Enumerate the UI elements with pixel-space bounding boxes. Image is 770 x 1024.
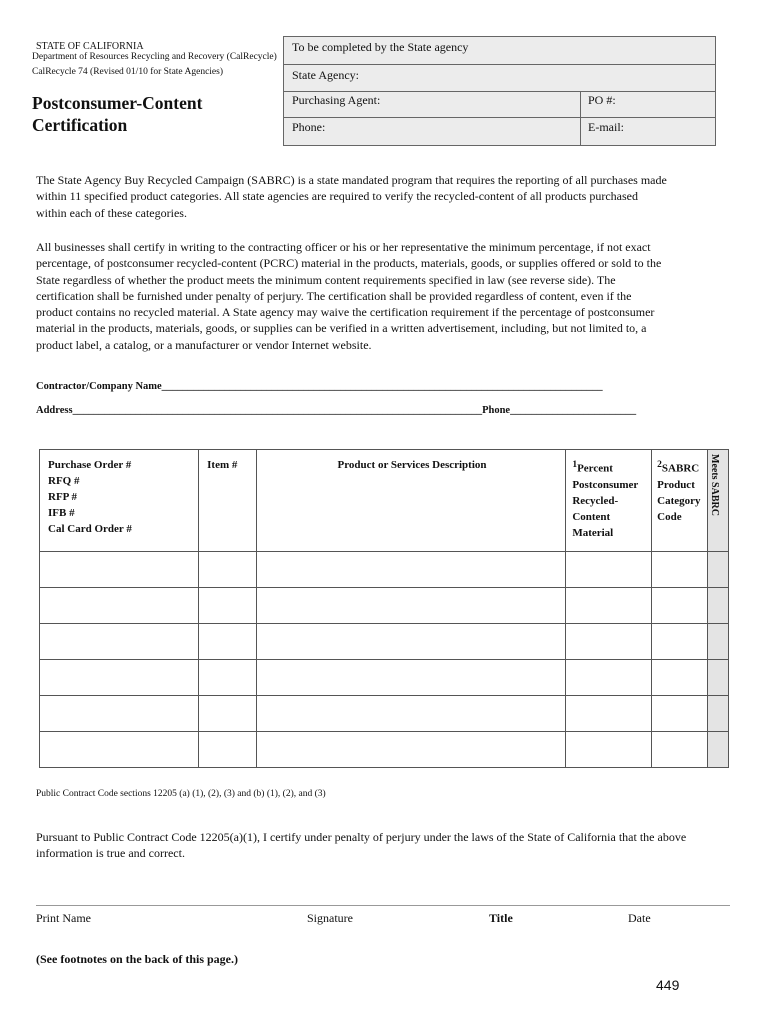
requirements-line: material in the products, materials, goods, or supplies can be verified in a written advertisement, including, but not limited to, a: [36, 321, 647, 336]
cell-po[interactable]: [40, 624, 199, 660]
cell-description[interactable]: [256, 552, 566, 588]
cell-code[interactable]: [652, 624, 708, 660]
cell-po[interactable]: [40, 696, 199, 732]
col-purchase-order: [40, 450, 199, 552]
cell-meets[interactable]: [708, 696, 729, 732]
cell-meets[interactable]: [708, 732, 729, 768]
phone-label[interactable]: Phone:: [292, 120, 326, 134]
requirements-paragraph: [36, 239, 661, 353]
header-text: Recycled-: [572, 494, 619, 507]
date-label: Date: [628, 911, 651, 925]
cell-description[interactable]: [256, 588, 566, 624]
requirements-line: product label, a catalog, or a manufacturer or vendor Internet website.: [36, 337, 372, 352]
cell-meets[interactable]: [708, 588, 729, 624]
col-item: [199, 450, 257, 552]
agency-box-heading: To be completed by the State agency: [292, 40, 469, 54]
cell-code[interactable]: [652, 696, 708, 732]
cell-po[interactable]: [40, 552, 199, 588]
header-text: Product: [657, 478, 695, 491]
cell-description[interactable]: [256, 624, 566, 660]
intro-line: The State Agency Buy Recycled Campaign (SABRC) is a state mandated program that requires the reporting of all purchases made: [36, 173, 667, 187]
header-text: Product or Services Description: [337, 459, 487, 471]
cell-description[interactable]: [256, 732, 566, 768]
header-text: Cal Card Order #: [48, 523, 132, 535]
header-text: Meets SABRC: [709, 454, 721, 516]
table-row[interactable]: [40, 696, 729, 732]
cell-code[interactable]: [652, 552, 708, 588]
requirements-line: State regardless of whether the product meets the minimum content requirements specified in law (see reverse side). The: [36, 272, 616, 287]
certification-line: information is true and correct.: [36, 846, 185, 861]
header-text: Item #: [207, 459, 238, 471]
cell-code[interactable]: [652, 588, 708, 624]
cell-description[interactable]: [256, 660, 566, 696]
header-text: Percent: [577, 462, 613, 475]
certification-line: Pursuant to Public Contract Code 12205(a)(1), I certify under penalty of perjury under the laws of the State of California that the above: [36, 830, 687, 844]
header-text: Postconsumer: [572, 478, 639, 491]
cell-item[interactable]: [199, 732, 257, 768]
state-agency-label[interactable]: State Agency:: [292, 68, 359, 82]
cell-item[interactable]: [199, 660, 257, 696]
header-text: Material: [572, 526, 614, 539]
header-form-id: CalRecycle 74 (Revised 01/10 for State Agencies): [32, 67, 224, 77]
signature-line[interactable]: [36, 905, 730, 906]
requirements-line: All businesses shall certify in writing to the contracting officer or his or her representative the minimum percentage, if not exact: [36, 240, 651, 254]
cell-description[interactable]: [256, 696, 566, 732]
page-number: 449: [656, 977, 680, 993]
col-description: [256, 450, 566, 552]
cell-meets[interactable]: [708, 552, 729, 588]
header-text: Purchase Order #: [48, 459, 132, 471]
cell-meets[interactable]: [708, 660, 729, 696]
cell-percent[interactable]: [566, 552, 652, 588]
table-row[interactable]: [40, 732, 729, 768]
header-text: RFQ #: [48, 475, 80, 487]
intro-line: within each of these categories.: [36, 205, 187, 220]
cell-meets[interactable]: [708, 624, 729, 660]
purchasing-agent-label[interactable]: Purchasing Agent:: [292, 93, 381, 107]
footnote-note: (See footnotes on the back of this page.): [36, 952, 238, 966]
cell-item[interactable]: [199, 588, 257, 624]
cell-code[interactable]: [652, 732, 708, 768]
header-text: Category: [657, 494, 701, 507]
table-row[interactable]: [40, 552, 729, 588]
cell-code[interactable]: [652, 660, 708, 696]
table-header-row: [40, 450, 729, 552]
agency-info-box: [283, 36, 716, 146]
signature-label: Signature: [307, 911, 353, 925]
page-title-line2: Certification: [32, 115, 128, 135]
table-row[interactable]: [40, 660, 729, 696]
header-text: SABRC: [661, 462, 700, 475]
cell-percent[interactable]: [566, 624, 652, 660]
certification-statement: [36, 829, 686, 862]
items-table: [39, 449, 729, 768]
header-state: STATE OF CALIFORNIA: [36, 41, 144, 52]
email-label[interactable]: E-mail:: [588, 120, 624, 134]
cell-percent[interactable]: [566, 696, 652, 732]
header-text: RFP #: [48, 491, 78, 503]
code-reference: Public Contract Code sections 12205 (a) (1), (2), (3) and (b) (1), (2), and (3): [36, 789, 326, 799]
print-name-label: Print Name: [36, 911, 91, 925]
cell-percent[interactable]: [566, 660, 652, 696]
header-department: Department of Resources Recycling and Recovery (CalRecycle): [32, 52, 277, 62]
cell-percent[interactable]: [566, 588, 652, 624]
table-row[interactable]: [40, 624, 729, 660]
title-label: Title: [489, 911, 513, 925]
address-phone-field[interactable]: Address______________________________________________________________________________Phone________________________: [36, 405, 637, 416]
requirements-line: product contains no recycled material. A State agency may waive the certification requirement if the percentage of postconsumer: [36, 305, 655, 320]
cell-po[interactable]: [40, 588, 199, 624]
footnote-marker: 2: [657, 460, 662, 470]
cell-item[interactable]: [199, 696, 257, 732]
page-title-line1: Postconsumer-Content: [32, 93, 203, 113]
cell-po[interactable]: [40, 660, 199, 696]
col-sabrc-code: [652, 450, 708, 552]
footnote-marker: 1: [572, 460, 578, 470]
cell-po[interactable]: [40, 732, 199, 768]
cell-item[interactable]: [199, 552, 257, 588]
header-text: IFB #: [48, 507, 75, 519]
intro-line: within 11 specified product categories. All state agencies are required to verify the recycled-content of all products purchased: [36, 189, 638, 204]
po-number-label[interactable]: PO #:: [588, 93, 616, 107]
header-text: Code: [657, 510, 682, 523]
header-text: Content: [572, 510, 611, 523]
company-name-field[interactable]: Contractor/Company Name____________________________________________________________________________________: [36, 381, 603, 392]
cell-item[interactable]: [199, 624, 257, 660]
requirements-line: certification shall be furnished under penalty of perjury. The certification shall be provided regardless of content, even if the: [36, 288, 632, 303]
col-meets-sabrc: [708, 450, 729, 552]
requirements-line: percentage, of postconsumer recycled-content (PCRC) material in the products, materials, goods, or supplies offered or sold to the: [36, 256, 662, 271]
cell-percent[interactable]: [566, 732, 652, 768]
col-percent-content: [566, 450, 652, 552]
intro-paragraph: [36, 172, 667, 221]
table-row[interactable]: [40, 588, 729, 624]
